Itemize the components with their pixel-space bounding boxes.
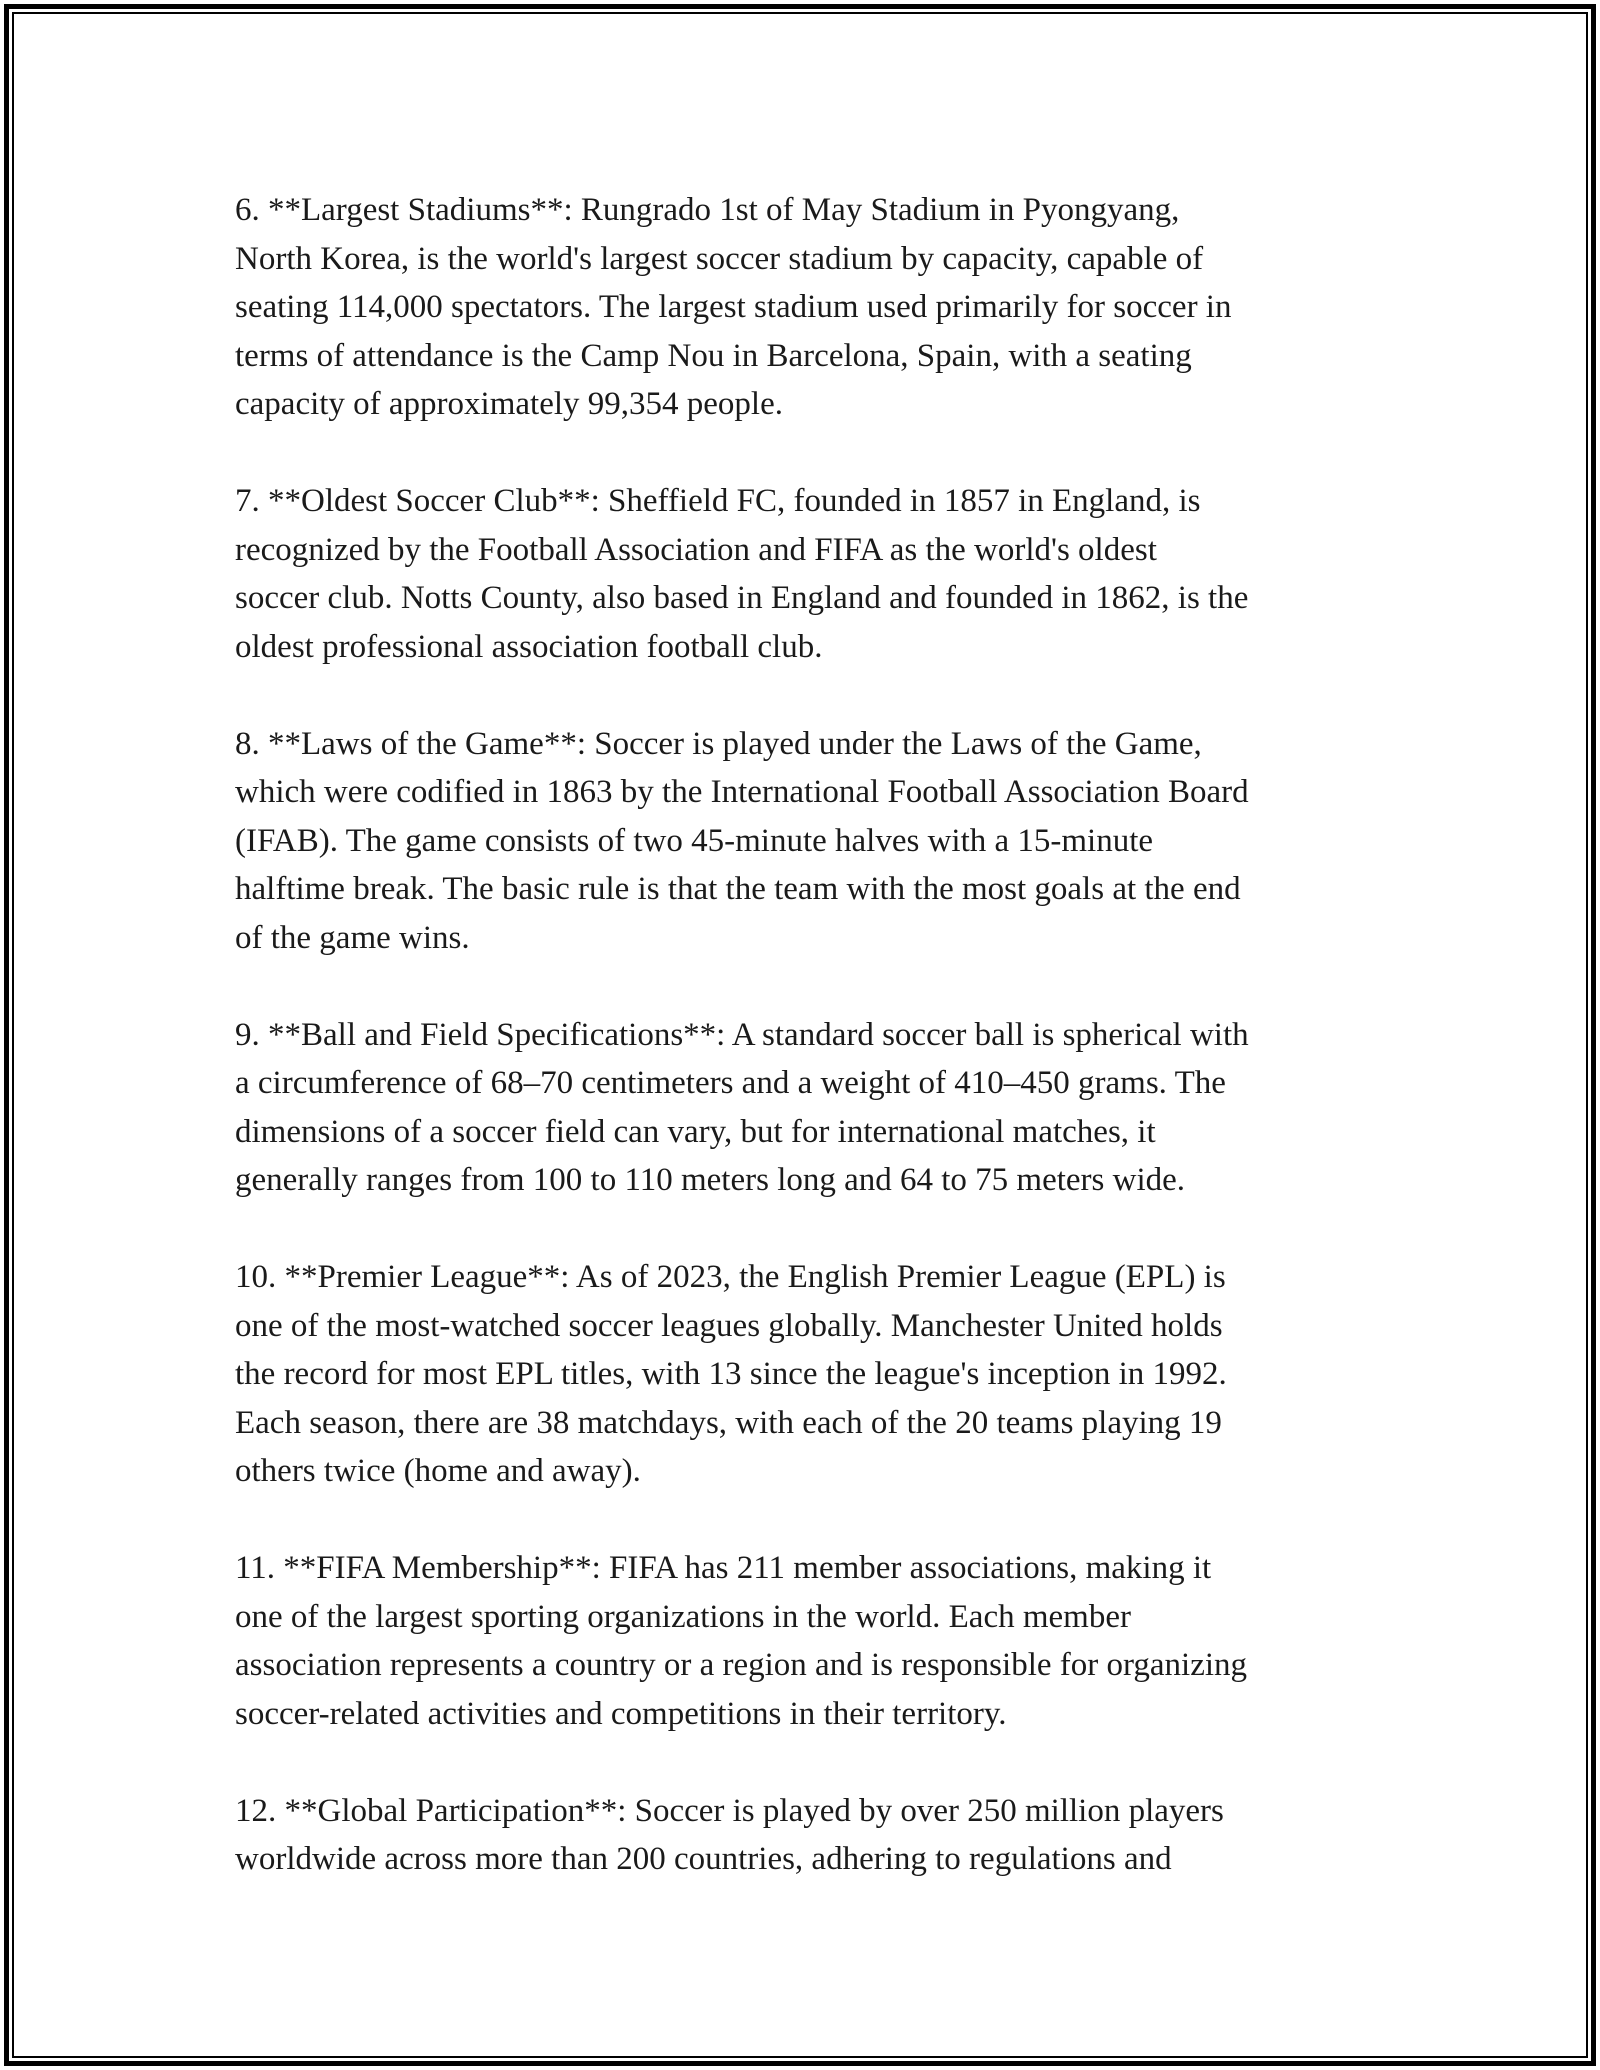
text-line: one of the largest sporting organizations in the world. Each member: [235, 1598, 1131, 1635]
text-line: 6. **Largest Stadiums**: Rungrado 1st of May Stadium in Pyongyang,: [235, 192, 1180, 228]
text-line: 7. **Oldest Soccer Club**: Sheffield FC, founded in 1857 in England, is: [235, 483, 1201, 519]
text-line: association represents a country or a region and is responsible for organizing: [235, 1647, 1248, 1683]
text-line: 9. **Ball and Field Specifications**: A standard soccer ball is spherical with: [235, 1016, 1249, 1053]
text-line: seating 114,000 spectators. The largest stadium used primarily for soccer in: [235, 289, 1232, 325]
paragraph-oldest-soccer-club: [235, 477, 1385, 671]
document-body: [235, 186, 1385, 1932]
text-line: Each season, there are 38 matchdays, with each of the 20 teams playing 19: [235, 1404, 1222, 1441]
text-line: of the game wins.: [235, 919, 470, 956]
text-line: the record for most EPL titles, with 13 since the league's inception in 1992.: [235, 1356, 1227, 1392]
text-line: recognized by the Football Association and FIFA as the world's oldest: [235, 531, 1157, 568]
text-line: North Korea, is the world's largest soccer stadium by capacity, capable of: [235, 240, 1204, 277]
paragraph-largest-stadiums: [235, 186, 1385, 429]
text-line: 12. **Global Participation**: Soccer is played by over 250 million players: [235, 1792, 1224, 1829]
text-line: capacity of approximately 99,354 people.: [235, 386, 783, 422]
text-line: 11. **FIFA Membership**: FIFA has 211 member associations, making it: [235, 1550, 1212, 1586]
text-line: (IFAB). The game consists of two 45-minute halves with a 15-minute: [235, 822, 1154, 859]
text-line: halftime break. The basic rule is that the team with the most goals at the end: [235, 871, 1241, 907]
text-line: oldest professional association football club.: [235, 628, 823, 665]
text-line: dimensions of a soccer field can vary, but for international matches, it: [235, 1113, 1156, 1150]
text-line: 8. **Laws of the Game**: Soccer is played under the Laws of the Game,: [235, 725, 1202, 762]
text-line: which were codified in 1863 by the International Football Association Board: [235, 774, 1249, 810]
paragraph-laws-of-the-game: [235, 720, 1385, 963]
text-line: soccer-related activities and competitions in their territory.: [235, 1695, 1007, 1732]
text-line: terms of attendance is the Camp Nou in Barcelona, Spain, with a seating: [235, 337, 1192, 374]
paragraph-fifa-membership: [235, 1544, 1385, 1738]
paragraph-premier-league: [235, 1253, 1385, 1496]
text-line: a circumference of 68–70 centimeters and a weight of 410–450 grams. The: [235, 1065, 1226, 1101]
text-line: soccer club. Notts County, also based in England and founded in 1862, is the: [235, 580, 1249, 616]
text-line: others twice (home and away).: [235, 1453, 641, 1489]
paragraph-ball-and-field-specifications: [235, 1011, 1385, 1205]
text-line: 10. **Premier League**: As of 2023, the English Premier League (EPL) is: [235, 1259, 1226, 1295]
text-line: generally ranges from 100 to 110 meters long and 64 to 75 meters wide.: [235, 1162, 1186, 1198]
text-line: one of the most-watched soccer leagues globally. Manchester United holds: [235, 1307, 1223, 1344]
paragraph-global-participation: [235, 1787, 1385, 1884]
text-line: worldwide across more than 200 countries, adhering to regulations and: [235, 1841, 1172, 1877]
